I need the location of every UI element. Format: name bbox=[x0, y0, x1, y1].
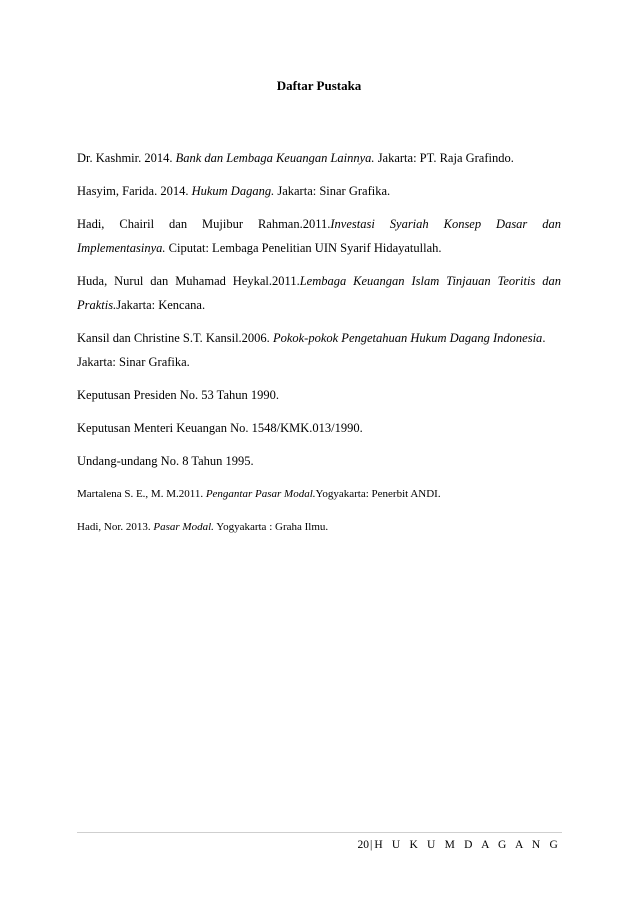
footer-divider bbox=[77, 832, 562, 833]
reference-book-title: Pengantar Pasar Modal. bbox=[205, 488, 316, 500]
reference-book-title: Praktis. bbox=[77, 298, 117, 312]
reference-author: Hasyim, Farida. 2014. bbox=[77, 184, 192, 198]
reference-item bbox=[77, 515, 561, 539]
reference-author: Hadi, Chairil dan Mujibur Rahman.2011. bbox=[77, 217, 331, 231]
reference-book-title: Pokok-pokok Pengetahuan Hukum Dagang Indonesia bbox=[272, 331, 543, 345]
running-title: H U K U M D A G A N G bbox=[374, 839, 561, 851]
reference-book-title: Hukum Dagang. bbox=[191, 184, 275, 198]
footer-separator: | bbox=[370, 839, 373, 851]
reference-author: Martalena S. E., M. M.2011. bbox=[77, 488, 206, 500]
page-title: Daftar Pustaka bbox=[276, 78, 362, 93]
page-footer bbox=[358, 839, 562, 851]
reference-publisher: Jakarta: PT. Raja Grafindo. bbox=[374, 151, 514, 165]
reference-author: Hadi, Nor. 2013. bbox=[77, 521, 154, 533]
reference-publisher: Jakarta: Sinar Grafika. bbox=[274, 184, 391, 198]
reference-list bbox=[77, 146, 561, 539]
reference-item: Keputusan Menteri Keuangan No. 1548/KMK.013/1990. bbox=[77, 421, 363, 435]
reference-item-continuation bbox=[77, 236, 561, 260]
reference-author: Kansil dan Christine S.T. Kansil.2006. bbox=[77, 331, 273, 345]
reference-item-continuation bbox=[77, 293, 561, 317]
reference-item bbox=[77, 326, 561, 350]
reference-item bbox=[77, 146, 561, 170]
reference-book-title: Bank dan Lembaga Keuangan Lainnya. bbox=[175, 151, 375, 165]
reference-publisher: Jakarta: Kencana. bbox=[116, 298, 206, 312]
reference-publisher: Ciputat: Lembaga Penelitian UIN Syarif Hidayatullah. bbox=[165, 241, 442, 255]
page-number: 20 bbox=[357, 839, 369, 851]
reference-punctuation: . bbox=[542, 331, 546, 345]
reference-item bbox=[77, 212, 561, 236]
reference-item: Keputusan Presiden No. 53 Tahun 1990. bbox=[77, 388, 279, 402]
reference-author: Dr. Kashmir. 2014. bbox=[77, 151, 176, 165]
reference-item: Undang-undang No. 8 Tahun 1995. bbox=[77, 454, 254, 468]
reference-item bbox=[77, 179, 561, 203]
reference-book-title: Investasi Syariah Konsep Dasar dan bbox=[330, 217, 561, 231]
reference-publisher: Yogyakarta: Penerbit ANDI. bbox=[315, 488, 441, 500]
reference-publisher: Yogyakarta : Graha Ilmu. bbox=[213, 521, 329, 533]
reference-item-continuation: Jakarta: Sinar Grafika. bbox=[77, 355, 190, 369]
reference-book-title: Implementasinya. bbox=[77, 241, 166, 255]
reference-item bbox=[77, 269, 561, 293]
reference-book-title: Lembaga Keuangan Islam Tinjauan Teoritis dan bbox=[299, 274, 561, 288]
reference-book-title: Pasar Modal. bbox=[153, 521, 214, 533]
reference-item bbox=[77, 482, 561, 506]
reference-author: Huda, Nurul dan Muhamad Heykal.2011. bbox=[77, 274, 300, 288]
